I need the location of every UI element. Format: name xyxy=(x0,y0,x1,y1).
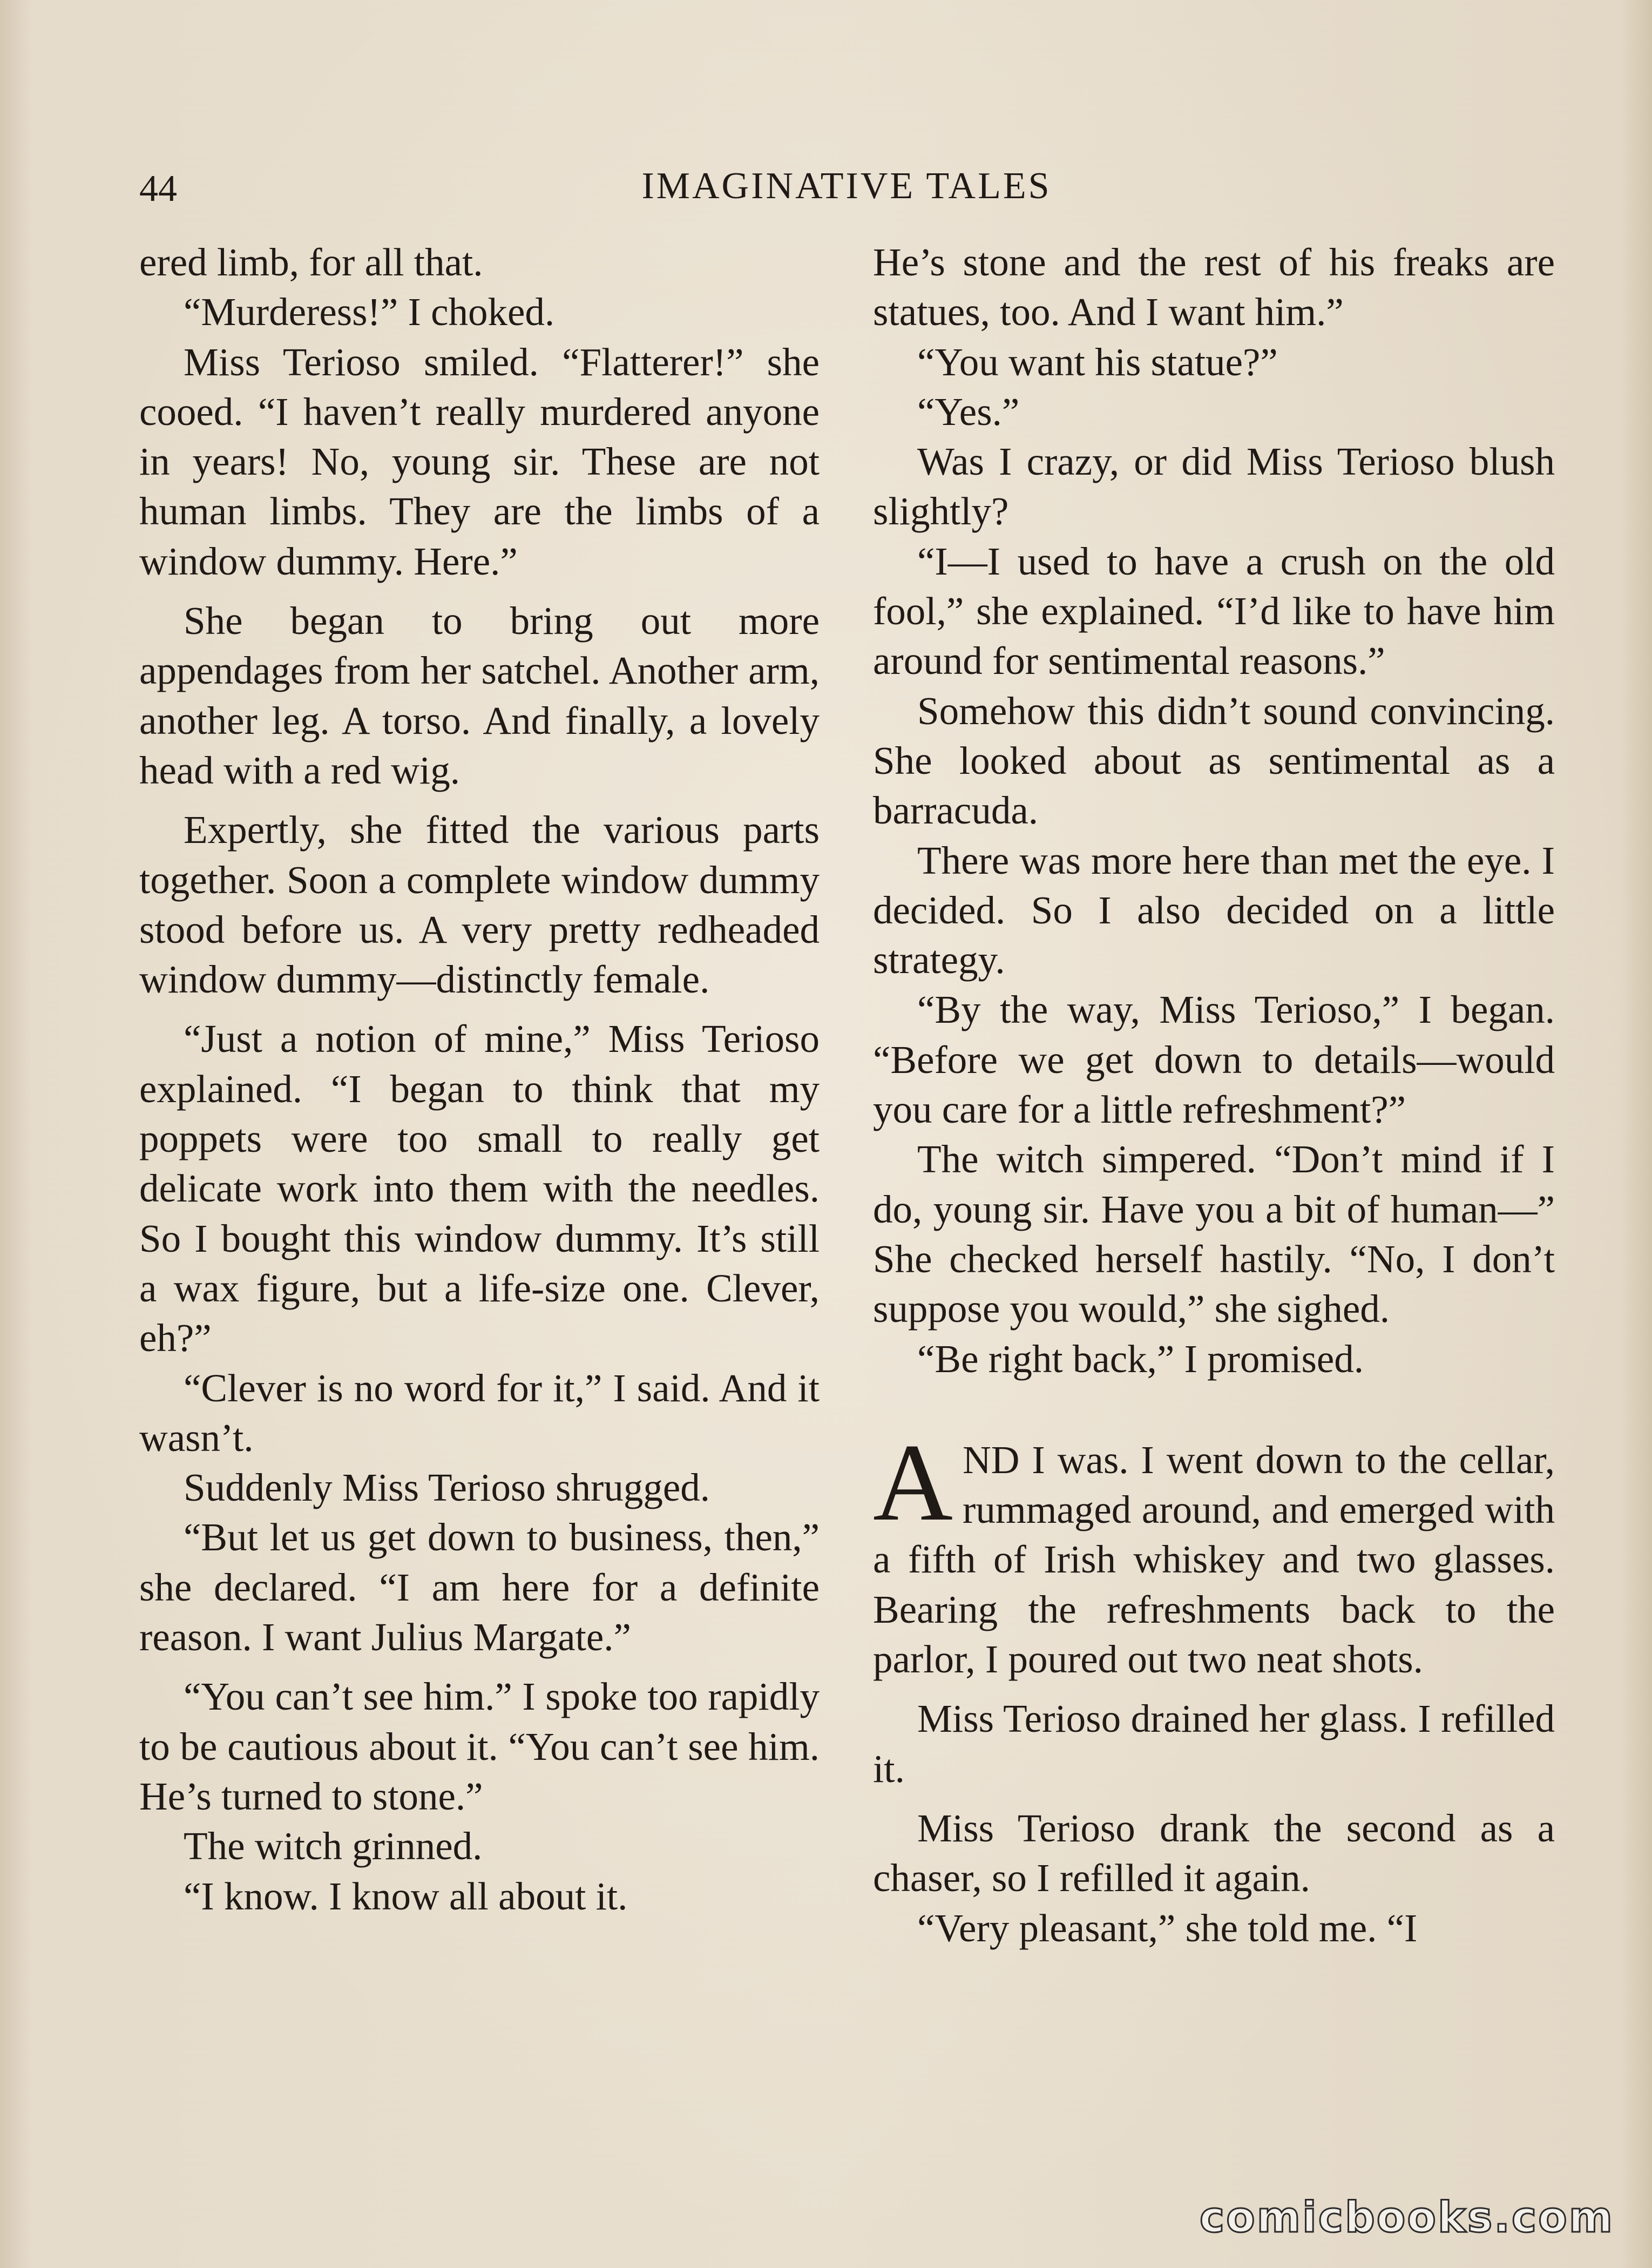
paragraph: Suddenly Miss Terioso shrugged. xyxy=(184,1466,710,1510)
paragraph: There was more here than met the eye. I decided. So I also decided on a little strategy. xyxy=(873,838,1555,982)
paragraph: The witch simpered. “Don’t mind if I do, young sir. Have you a bit of human—” She checked herself hastily. “No, I don’t suppose you would,” she sighed. xyxy=(873,1137,1555,1331)
left-column xyxy=(139,238,820,1921)
section-opening-text: ND I was. I went down to the cellar, rummaged around, and emerged with a fifth of Irish whiskey and two glasses. Bearing the refreshments back to the parlor, I poured out two neat shots. xyxy=(873,1437,1555,1682)
paragraph: “Just a notion of mine,” Miss Terioso explained. “I began to think that my poppets were too small to really get delicate work into them with the needles. So I bought this window dummy. It’s still a wax figure, but a life-size one. Clever, eh?” xyxy=(139,1017,820,1360)
running-title: IMAGINATIVE TALES xyxy=(641,165,1052,207)
paragraph: “I know. I know all about it. xyxy=(184,1874,628,1918)
paragraph: Expertly, she fitted the various parts together. Soon a complete window dummy stood before us. A very pretty redheaded window dummy—distinctly female. xyxy=(139,808,820,1002)
drop-cap: A xyxy=(873,1421,953,1544)
paragraph: “Clever is no word for it,” I said. And it wasn’t. xyxy=(139,1366,820,1460)
paragraph: “Be right back,” I promised. xyxy=(917,1336,1364,1381)
paragraph: Miss Terioso drained her glass. I refilled it. xyxy=(873,1697,1555,1791)
paragraph: “Yes.” xyxy=(917,389,1020,434)
right-column xyxy=(873,238,1555,1953)
paragraph: “You want his statue?” xyxy=(917,340,1278,384)
page-header xyxy=(139,159,1554,219)
site-watermark: comicbooks.com xyxy=(1199,2193,1614,2242)
paragraph: Miss Terioso smiled. “Flatterer!” she cooed. “I haven’t really murdered anyone in years! No, young sir. These are not human limbs. They are the limbs of a window dummy. Here.” xyxy=(139,340,820,583)
paragraph: “But let us get down to business, then,” she declared. “I am here for a definite reason. I want Julius Margate.” xyxy=(139,1515,820,1659)
paragraph: The witch grinned. xyxy=(184,1824,483,1868)
paragraph: “You can’t see him.” I spoke too rapidly to be cautious about it. “You can’t see him. He’s turned to stone.” xyxy=(139,1675,820,1818)
paragraph: Was I crazy, or did Miss Terioso blush slightly? xyxy=(873,440,1555,534)
paragraph: ered limb, for all that. xyxy=(139,240,483,284)
paragraph: “Murderess!” I choked. xyxy=(184,290,555,334)
section-opening-paragraph xyxy=(873,1421,1555,1684)
paragraph: “I—I used to have a crush on the old fool,” she explained. “I’d like to have him around for sentimental reasons.” xyxy=(873,539,1555,683)
paragraph: He’s stone and the rest of his freaks are statues, too. And I want him.” xyxy=(873,240,1555,334)
paragraph: She began to bring out more appendages from her satchel. Another arm, another leg. A torso. And finally, a lovely head with a red wig. xyxy=(139,599,820,792)
paragraph: Miss Terioso drank the second as a chaser, so I refilled it again. xyxy=(873,1806,1555,1900)
page-number: 44 xyxy=(139,168,177,210)
paragraph: “By the way, Miss Terioso,” I began. “Before we get down to details—would you care for a little refreshment?” xyxy=(873,988,1555,1132)
paragraph: Somehow this didn’t sound convincing. She looked about as sentimental as a barracuda. xyxy=(873,688,1555,833)
paragraph: “Very pleasant,” she told me. “I xyxy=(917,1906,1418,1950)
